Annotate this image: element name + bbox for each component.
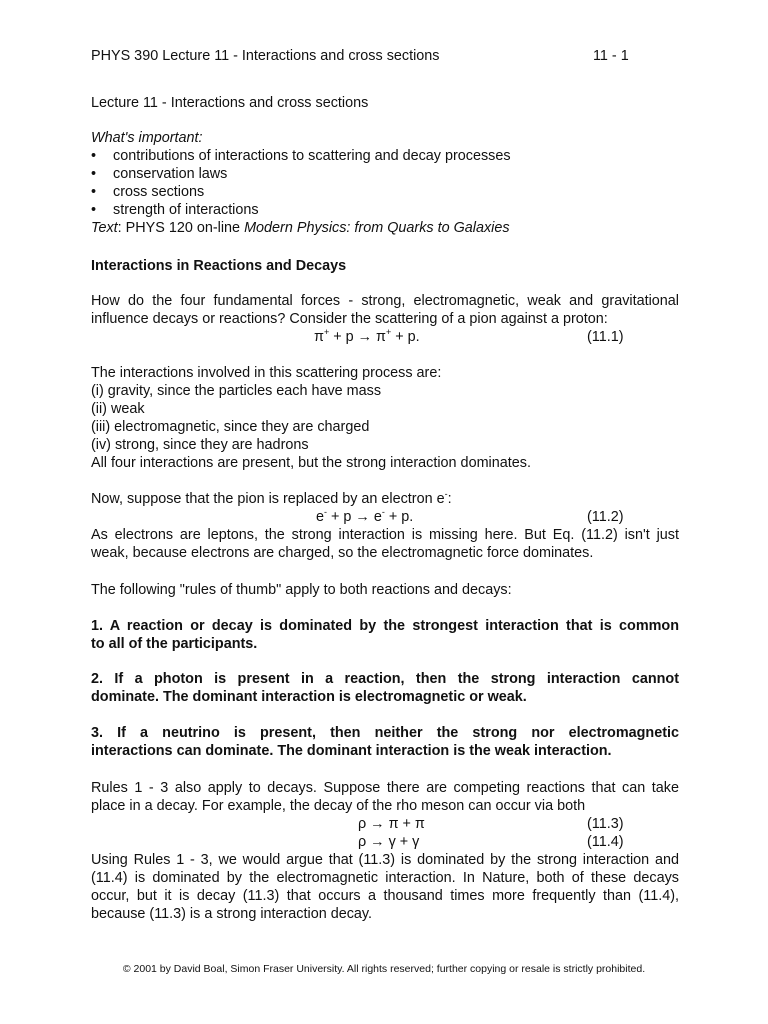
- running-header: PHYS 390 Lecture 11 - Interactions and cross sections: [91, 48, 440, 64]
- list-item: (ii) weak: [91, 401, 145, 417]
- paragraph-line: influence decays or reactions? Consider the scattering of a pion against a proton:: [91, 311, 608, 327]
- list-item: (i) gravity, since the particles each have mass: [91, 383, 382, 399]
- important-label: What's important:: [91, 130, 203, 146]
- list-item: • cross sections: [91, 184, 205, 200]
- rule-line: 3. If a neutrino is present, then neither the strong nor electromagnetic: [91, 725, 679, 741]
- rule-line: dominate. The dominant interaction is electromagnetic or weak.: [91, 689, 527, 705]
- equation: ρ → π + π: [358, 816, 425, 832]
- paragraph-line: The following "rules of thumb" apply to both reactions and decays:: [91, 582, 512, 598]
- document-page: [91, 0, 679, 1024]
- list-item: (iv) strong, since they are hadrons: [91, 437, 309, 453]
- equation: ρ → γ + γ: [358, 834, 420, 850]
- equation-number: (11.3): [587, 816, 624, 832]
- lecture-title: Lecture 11 - Interactions and cross sections: [91, 95, 369, 111]
- paragraph-line: place in a decay. For example, the decay of the rho meson can occur via both: [91, 798, 586, 814]
- paragraph-line: occur, but it is decay (11.3) that occurs a thousand times more frequently than (11.4),: [91, 888, 679, 904]
- bullet-icon: •: [91, 184, 97, 200]
- bullet-icon: •: [91, 166, 97, 182]
- rule-line: 1. A reaction or decay is dominated by the strongest interaction that is common: [91, 618, 679, 634]
- rule-line: to all of the participants.: [91, 636, 258, 652]
- equation-number: (11.2): [587, 509, 624, 525]
- rule-line: 2. If a photon is present in a reaction, then the strong interaction cannot: [91, 671, 679, 687]
- paragraph-line: Rules 1 - 3 also apply to decays. Suppose there are competing reactions that can take: [91, 780, 679, 796]
- paragraph-line: (11.4) is dominated by the electromagnetic interaction. In Nature, both of these decays: [91, 870, 679, 886]
- equation-number: (11.1): [587, 329, 624, 345]
- copyright-footer: © 2001 by David Boal, Simon Fraser University. All rights reserved; further copying or resale is strictly prohibited.: [122, 963, 646, 975]
- list-item: • contributions of interactions to scattering and decay processes: [91, 148, 511, 164]
- text-reference: Text: PHYS 120 on-line Modern Physics: from Quarks to Galaxies: [91, 220, 510, 236]
- paragraph-line: As electrons are leptons, the strong interaction is missing here. But Eq. (11.2) isn't just: [91, 527, 679, 543]
- paragraph-line: Using Rules 1 - 3, we would argue that (11.3) is dominated by the strong interaction and: [91, 852, 679, 868]
- paragraph-line: because (11.3) is a strong interaction decay.: [91, 906, 373, 922]
- list-item: (iii) electromagnetic, since they are charged: [91, 419, 370, 435]
- paragraph-line: weak, because electrons are charged, so the electromagnetic force dominates.: [91, 545, 594, 561]
- page-number: 11 - 1: [593, 48, 629, 64]
- bullet-icon: •: [91, 202, 97, 218]
- rule-line: interactions can dominate. The dominant interaction is the weak interaction.: [91, 743, 612, 759]
- equation-number: (11.4): [587, 834, 624, 850]
- paragraph-line: How do the four fundamental forces - strong, electromagnetic, weak and gravitational: [91, 293, 679, 309]
- section-heading: Interactions in Reactions and Decays: [91, 258, 347, 274]
- equation: π+ + p → π+ + p.: [314, 327, 420, 345]
- paragraph-line: The interactions involved in this scattering process are:: [91, 365, 442, 381]
- bullet-icon: •: [91, 148, 97, 164]
- list-item: • conservation laws: [91, 166, 228, 182]
- paragraph-line: All four interactions are present, but the strong interaction dominates.: [91, 455, 531, 471]
- equation: e- + p → e- + p.: [316, 507, 414, 525]
- list-item: • strength of interactions: [91, 202, 259, 218]
- paragraph-line: Now, suppose that the pion is replaced by an electron e-:: [91, 489, 452, 507]
